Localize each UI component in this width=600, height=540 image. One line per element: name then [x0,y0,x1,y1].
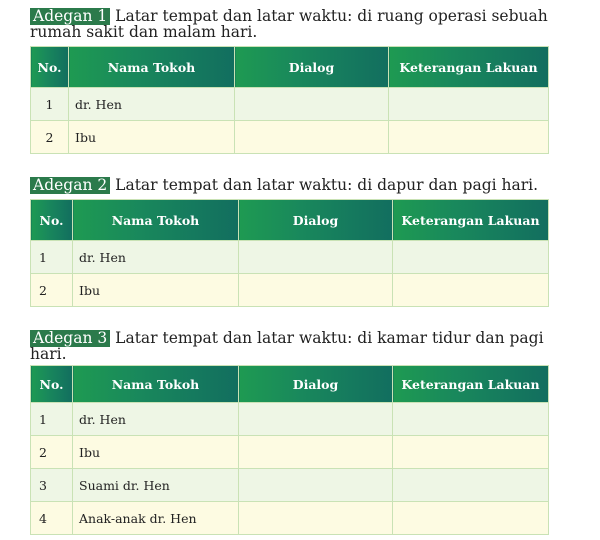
action-cell[interactable] [393,403,549,436]
row-number: 2 [31,436,73,469]
scene-1-tag: Adegan 1 [30,8,110,25]
table-row [31,88,549,121]
table-row [31,274,549,307]
header-character-name: Nama Tokoh [73,366,239,403]
scene-3-heading [30,330,548,362]
dialog-cell[interactable] [239,436,393,469]
character-name: dr. Hen [73,241,239,274]
header-dialog: Dialog [239,366,393,403]
header-no: No. [31,47,69,88]
character-name: Ibu [73,436,239,469]
dialog-cell[interactable] [235,121,389,154]
scene-2 [30,177,548,307]
character-name: Anak-anak dr. Hen [73,502,239,535]
character-name: dr. Hen [73,403,239,436]
dialog-cell[interactable] [235,88,389,121]
dialog-cell[interactable] [239,241,393,274]
character-name: Ibu [73,274,239,307]
header-action-notes: Keterangan Lakuan [389,47,549,88]
table-header-row [31,200,549,241]
header-dialog: Dialog [235,47,389,88]
scene-3-table [30,365,549,535]
dialog-cell[interactable] [239,469,393,502]
action-cell[interactable] [393,502,549,535]
action-cell[interactable] [389,88,549,121]
header-action-notes: Keterangan Lakuan [393,200,549,241]
scene-1 [30,8,548,154]
dialog-cell[interactable] [239,403,393,436]
scene-3-tag: Adegan 3 [30,330,110,347]
action-cell[interactable] [393,241,549,274]
row-number: 3 [31,469,73,502]
table-row [31,436,549,469]
table-row [31,502,549,535]
scene-2-tag: Adegan 2 [30,177,110,194]
scene-2-setting: Latar tempat dan latar waktu: di dapur dan pagi hari. [115,176,539,194]
header-character-name: Nama Tokoh [73,200,239,241]
scene-1-setting: Latar tempat dan latar waktu: di ruang operasi sebuah [115,7,548,25]
table-row [31,403,549,436]
row-number: 1 [31,88,69,121]
table-row [31,241,549,274]
scene-2-table [30,199,549,307]
header-character-name: Nama Tokoh [69,47,235,88]
header-action-notes: Keterangan Lakuan [393,366,549,403]
character-name: Suami dr. Hen [73,469,239,502]
row-number: 1 [31,403,73,436]
action-cell[interactable] [393,469,549,502]
table-header-row [31,366,549,403]
scene-3 [30,330,548,535]
scene-2-heading [30,177,548,194]
row-number: 2 [31,121,69,154]
scene-1-setting-line2: rumah sakit dan malam hari. [30,23,258,41]
action-cell[interactable] [389,121,549,154]
header-no: No. [31,200,73,241]
scene-1-table [30,46,549,154]
character-name: dr. Hen [69,88,235,121]
action-cell[interactable] [393,274,549,307]
character-name: Ibu [69,121,235,154]
dialog-cell[interactable] [239,502,393,535]
row-number: 2 [31,274,73,307]
row-number: 1 [31,241,73,274]
scene-3-setting: Latar tempat dan latar waktu: di kamar tidur dan pagi hari. [30,329,544,363]
table-row [31,469,549,502]
row-number: 4 [31,502,73,535]
table-header-row [31,47,549,88]
scene-1-heading [30,8,548,40]
table-row [31,121,549,154]
header-dialog: Dialog [239,200,393,241]
dialog-cell[interactable] [239,274,393,307]
header-no: No. [31,366,73,403]
action-cell[interactable] [393,436,549,469]
